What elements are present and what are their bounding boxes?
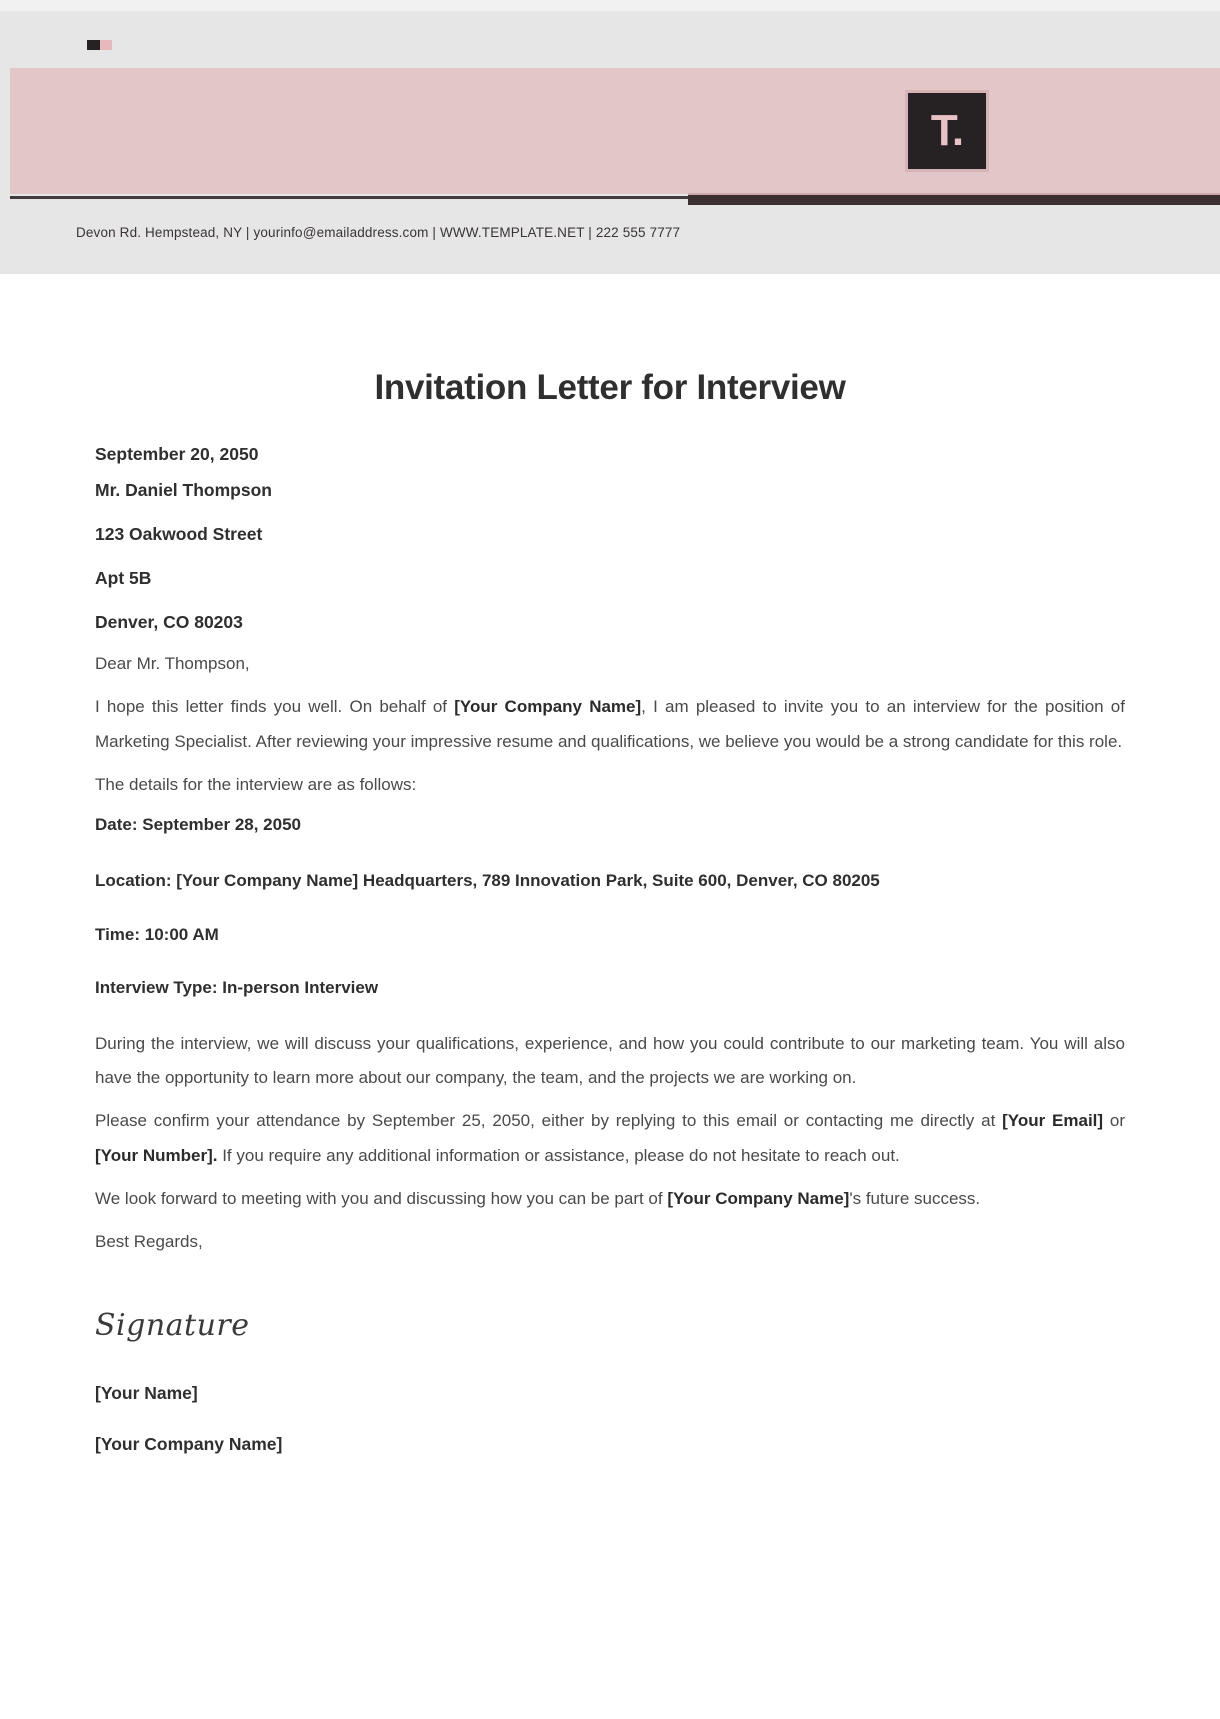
recipient-street: 123 Oakwood Street [95,523,263,544]
letterhead-contact-line: Devon Rd. Hempstead, NY | yourinfo@emailaddress.com | WWW.TEMPLATE.NET | 222 555 7777 [76,225,681,240]
company-placeholder-2: [Your Company Name] [667,1188,850,1208]
paragraph-confirmation-text-1: Please confirm your attendance by September 25, 2050, either by replying to this email or contacting me directly at [95,1111,1003,1131]
paragraph-introduction-text-2: , I am pleased to invite you to an interview for the position of Marketing Specialist. After reviewing your impressive resume and qualifications, we believe you would be a strong candidate for this role. [95,697,1125,752]
letter-date: September 20, 2050 [95,444,259,464]
detail-time: Time: 10:00 AM [95,924,219,944]
signature-mark: Signature [95,1307,250,1343]
recipient-apt: Apt 5B [95,567,152,588]
address-block [95,444,1125,633]
closing-salutation: Best Regards, [95,1231,203,1251]
paragraph-confirmation-text-2: If you require any additional information or assistance, please do not hesitate to reach out. [217,1146,900,1166]
paragraph-introduction [95,690,1125,760]
detail-interview-type: Interview Type: In-person Interview [95,977,379,997]
paragraph-closing-text-2: 's future success. [849,1188,981,1208]
crop-mark-dark-icon [87,40,100,50]
paragraph-confirmation-conjunction: or [1103,1111,1125,1131]
detail-date: Date: September 28, 2050 [95,814,301,834]
email-placeholder: [Your Email] [1002,1111,1104,1131]
paragraph-closing-statement [95,1182,1125,1217]
paragraph-introduction-text-1: I hope this letter finds you well. On behalf of [95,697,455,717]
letterhead-color-band [10,68,1220,194]
brand-logo [905,90,989,172]
salutation: Dear Mr. Thompson, [95,654,250,674]
letterhead-top-strip [0,0,1220,11]
signer-company: [Your Company Name] [95,1433,283,1454]
paragraph-interview-content: During the interview, we will discuss your qualifications, experience, and how you could contribute to our marketing team. You will also have the opportunity to learn more about our company, the team, and the projects we are working on. [95,1033,1125,1088]
letterhead [0,0,1220,274]
detail-location: Location: [Your Company Name] Headquarters, 789 Innovation Park, Suite 600, Denver, CO 80205 [95,870,880,890]
paragraph-confirmation [95,1104,1125,1174]
crop-mark-pink-icon [100,40,112,50]
recipient-city: Denver, CO 80203 [95,611,243,632]
page-title: Invitation Letter for Interview [374,368,846,407]
recipient-name: Mr. Daniel Thompson [95,479,272,500]
paragraph-closing-text-1: We look forward to meeting with you and discussing how you can be part of [95,1188,668,1208]
signer-name: [Your Name] [95,1382,198,1403]
letter-body [0,274,1220,1455]
details-intro: The details for the interview are as follows: [95,774,417,794]
letterhead-divider-thick [688,193,1220,205]
company-placeholder-1: [Your Company Name] [454,697,642,717]
brand-logo-text: T. [930,106,964,155]
letterhead-crop-marks [87,40,112,50]
number-placeholder: [Your Number]. [95,1146,218,1166]
